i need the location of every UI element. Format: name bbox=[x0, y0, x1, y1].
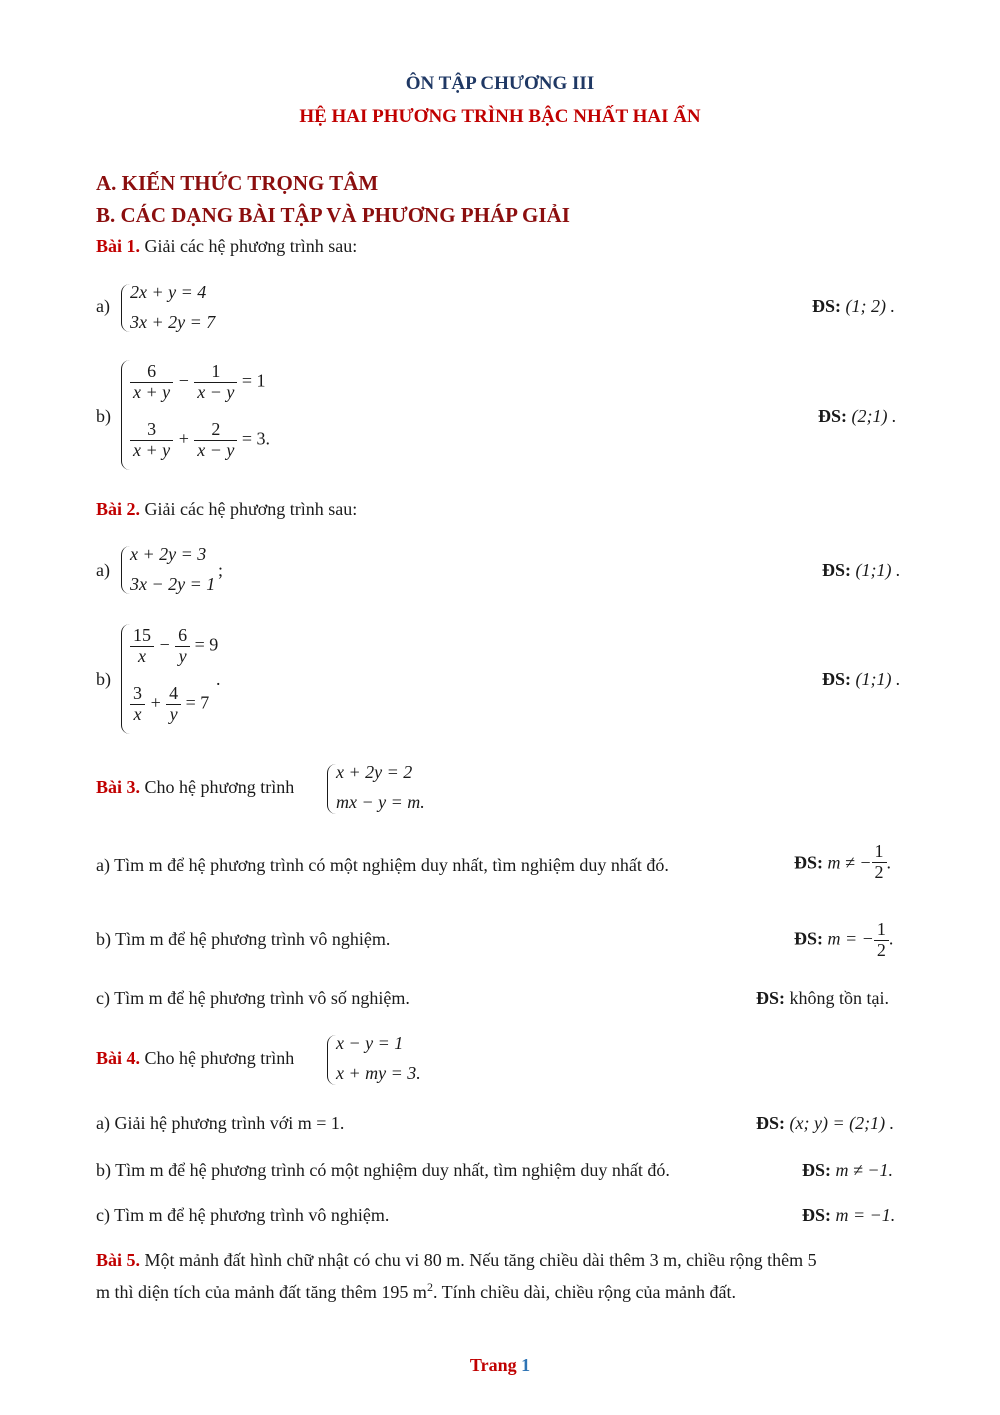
bai2a-eq1: x + 2y = 3 bbox=[130, 544, 207, 564]
bai2a-eq2: 3x − 2y = 1 bbox=[130, 574, 216, 594]
bai1a-brace bbox=[121, 284, 130, 332]
bai4b-text: b) Tìm m để hệ phương trình có một nghiệm duy nhất, tìm nghiệm duy nhất đó. bbox=[96, 1160, 670, 1180]
bai3-eq2: mx − y = m. bbox=[336, 792, 425, 812]
bai1b-eq1: $\frac{6}{x + y}$ − $\frac{1}{x - y}$ = 1 bbox=[130, 362, 266, 403]
bai4-heading: Bài 4. Cho hệ phương trình bbox=[96, 1048, 295, 1068]
section-b-heading: B. CÁC DẠNG BÀI TẬP VÀ PHƯƠNG PHÁP GIẢI bbox=[96, 203, 570, 227]
bai1a-prefix: a) bbox=[96, 296, 110, 316]
bai1b-eq2: $\frac{3}{x + y}$ + $\frac{2}{x - y}$ = 3. bbox=[130, 420, 270, 461]
bai4c-text: c) Tìm m để hệ phương trình vô nghiệm. bbox=[96, 1205, 390, 1225]
bai1-text: Giải các hệ phương trình sau: bbox=[144, 236, 358, 256]
bai2a-suffix: ; bbox=[218, 560, 224, 580]
bai2a-prefix: a) bbox=[96, 560, 110, 580]
bai4c-answer: ĐS: m = −1. bbox=[802, 1205, 896, 1225]
page-number: 1 bbox=[521, 1355, 531, 1375]
bai4b-answer: ĐS: m ≠ −1. bbox=[802, 1160, 894, 1180]
bai4-eq1: x − y = 1 bbox=[336, 1033, 404, 1053]
bai5-line2: m thì diện tích của mảnh đất tăng thêm 195 $m^2$. Tính chiều dài, chiều rộng của mảnh đất. bbox=[96, 1280, 737, 1302]
bai1b-brace bbox=[121, 360, 130, 470]
bai3c-text: c) Tìm m để hệ phương trình vô số nghiệm. bbox=[96, 988, 410, 1008]
bai2b-brace bbox=[121, 624, 130, 734]
page-footer bbox=[0, 1355, 1000, 1376]
bai3-brace bbox=[327, 764, 336, 814]
bai3c-answer: ĐS: không tồn tại. bbox=[756, 988, 890, 1008]
bai3b-text: b) Tìm m để hệ phương trình vô nghiệm. bbox=[96, 929, 391, 949]
bai2a-brace bbox=[121, 546, 130, 594]
bai2b-answer: ĐS: (1;1) . bbox=[822, 669, 901, 689]
section-a-heading: A. KIẾN THỨC TRỌNG TÂM bbox=[96, 171, 379, 195]
bai1-label: Bài 1. bbox=[96, 236, 141, 256]
bai3a-answer: ĐS: m ≠ − $\frac{1}{2}$ . bbox=[794, 841, 892, 882]
bai2b-eq2: $\frac{3}{x}$ + $\frac{4}{y}$ = 7 bbox=[130, 684, 209, 725]
bai4-eq2: x + my = 3. bbox=[336, 1063, 421, 1083]
document-subtitle: HỆ HAI PHƯƠNG TRÌNH BẬC NHẤT HAI ẨN bbox=[299, 106, 701, 127]
ds-label: ĐS: bbox=[812, 296, 842, 316]
bai2a-answer: ĐS: (1;1) . bbox=[822, 560, 901, 580]
bai3-heading: Bài 3. Cho hệ phương trình bbox=[96, 777, 295, 797]
bai4a-text: a) Giải hệ phương trình với m = 1. bbox=[96, 1113, 345, 1133]
bai5-line1: Bài 5. Một mảnh đất hình chữ nhật có chu vi 80 m. Nếu tăng chiều dài thêm 3 m, chiều rộng thêm 5 bbox=[96, 1250, 817, 1270]
bai2b-suffix: . bbox=[216, 669, 221, 689]
bai1a-answer-value: (1; 2) . bbox=[845, 296, 895, 316]
bai4-brace bbox=[327, 1035, 336, 1085]
bai1-heading bbox=[96, 236, 357, 257]
footer-label: Trang bbox=[469, 1355, 517, 1375]
bai2-heading: Bài 2. Giải các hệ phương trình sau: bbox=[96, 499, 358, 519]
bai2b-prefix: b) bbox=[96, 669, 111, 689]
bai1a-answer bbox=[812, 296, 895, 317]
bai1a-eq1: 2x + y = 4 bbox=[130, 282, 207, 302]
bai2b-eq1: $\frac{15}{x}$ − $\frac{6}{y}$ = 9 bbox=[130, 626, 218, 667]
bai1b-answer: ĐS: (2;1) . bbox=[818, 406, 897, 426]
bai1a-eq2: 3x + 2y = 7 bbox=[130, 312, 216, 332]
bai3-eq1: x + 2y = 2 bbox=[336, 762, 413, 782]
bai3a-text: a) Tìm m để hệ phương trình có một nghiệm duy nhất, tìm nghiệm duy nhất đó. bbox=[96, 855, 669, 875]
bai1b-prefix: b) bbox=[96, 406, 111, 426]
bai4a-answer: ĐS: (x; y) = (2;1) . bbox=[756, 1113, 895, 1133]
bai3b-answer: ĐS: m = − $\frac{1}{2}$ . bbox=[794, 919, 894, 960]
document-title: ÔN TẬP CHƯƠNG III bbox=[405, 73, 595, 94]
